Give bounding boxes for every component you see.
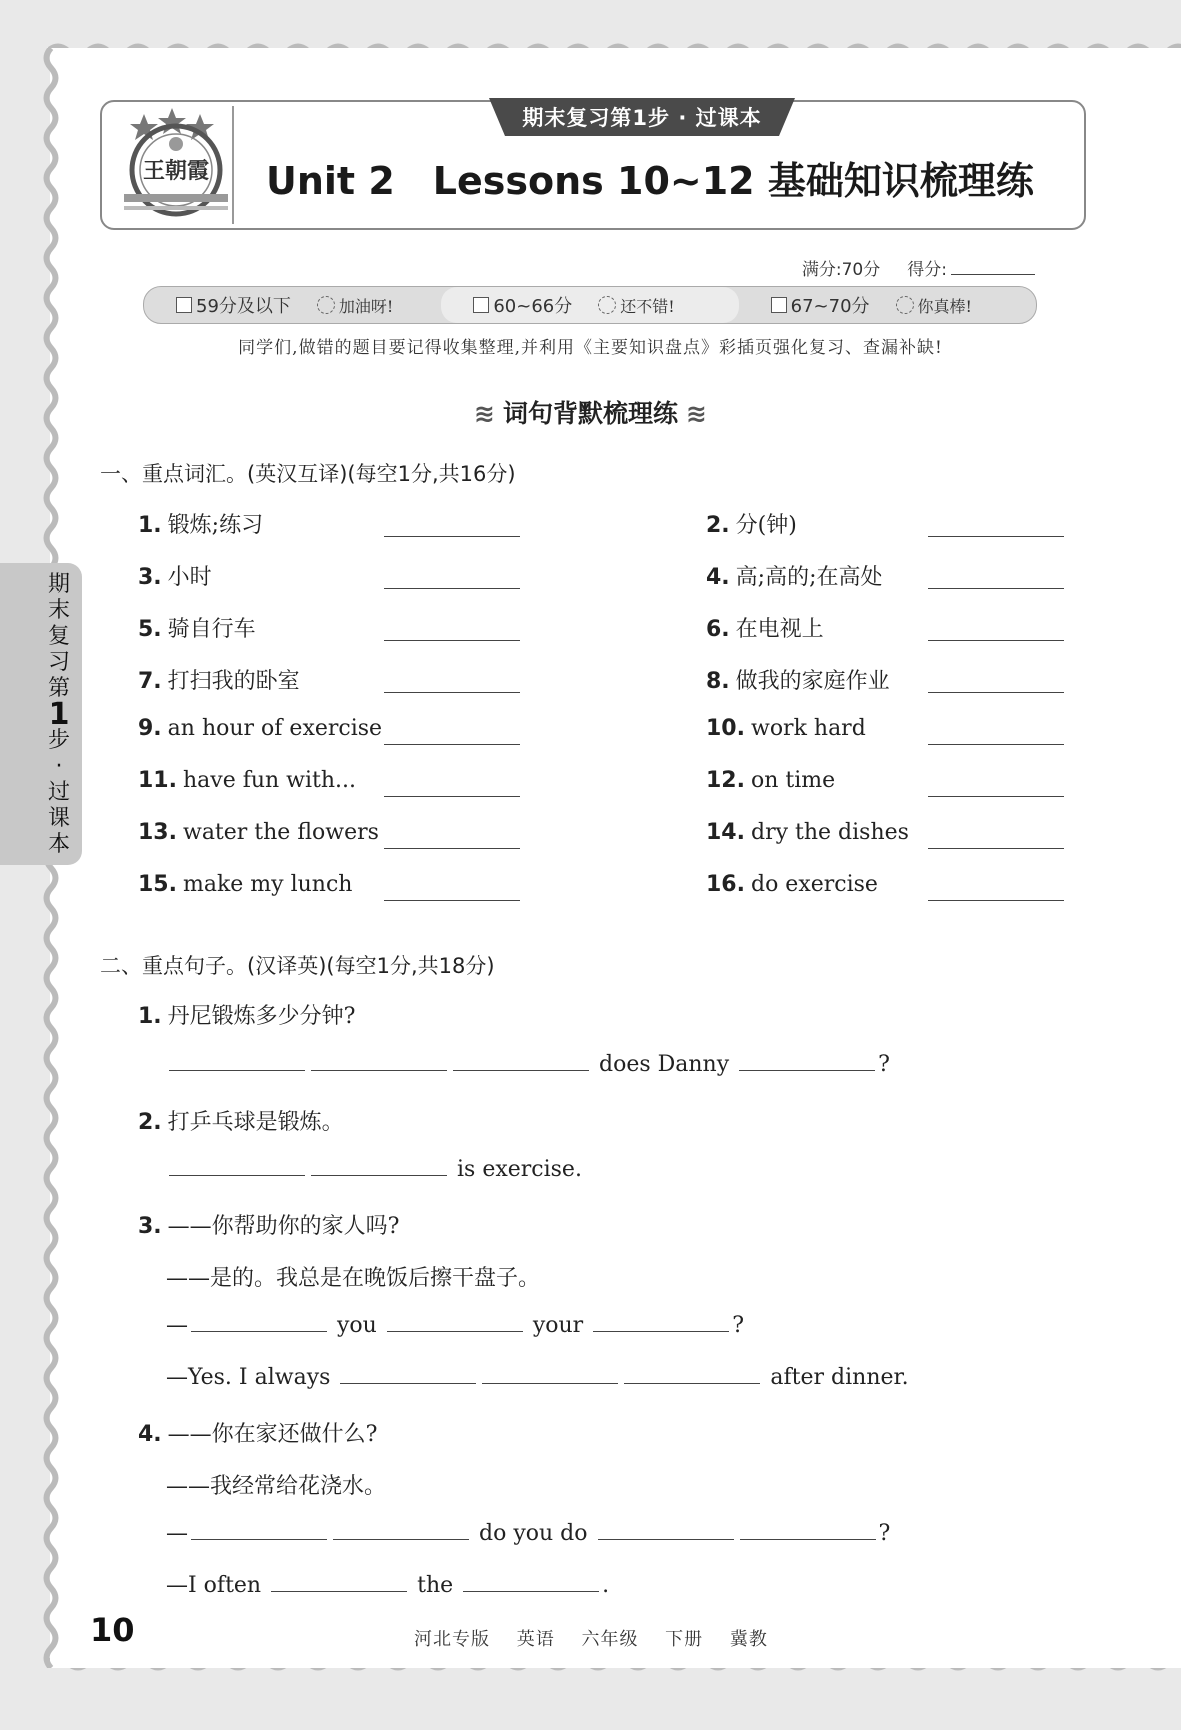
smiley-icon [598, 296, 616, 314]
vocab-item: 15. make my lunch [138, 872, 353, 897]
grade-range: 67~70分 [790, 296, 870, 317]
answer-blank[interactable] [598, 1521, 734, 1540]
answer-blank[interactable] [191, 1521, 327, 1540]
side-tab-number: 1 [48, 697, 70, 732]
grade-seg-mid [441, 287, 738, 323]
brand-logo [118, 108, 236, 220]
wave-decoration-icon: ≋ [686, 399, 707, 428]
vocab-answer-blank[interactable] [384, 744, 520, 745]
side-tab-char: 步 [47, 728, 70, 753]
side-tab-char: 末 [47, 598, 70, 623]
logo-divider [232, 106, 234, 224]
answer-blank[interactable] [340, 1365, 476, 1384]
side-tab-text [44, 572, 74, 858]
vocab-item: 13. water the flowers [138, 820, 379, 845]
answer-blank[interactable] [333, 1521, 469, 1540]
section-title-text: 词句背默梳理练 [502, 399, 678, 428]
part2-heading: 二、重点句子。(汉译英)(每空1分,共18分) [100, 954, 495, 978]
side-tab-char: 课 [47, 806, 70, 831]
vocab-answer-blank[interactable] [928, 692, 1064, 693]
side-tab-char: · [55, 754, 63, 779]
header-box [100, 100, 1086, 230]
smiley-icon [317, 296, 335, 314]
vocab-answer-blank[interactable] [384, 640, 520, 641]
step-banner-text [489, 98, 795, 136]
vocab-answer-blank[interactable] [928, 900, 1064, 901]
grade-cheer: 加油呀! [338, 296, 394, 316]
vocab-item: 3. 小时 [138, 565, 212, 590]
instruction-note: 同学们,做错的题目要记得收集整理,并利用《主要知识盘点》彩插页强化复习、查漏补缺! [238, 338, 943, 358]
vocab-answer-blank[interactable] [384, 588, 520, 589]
side-tab-char: 本 [47, 832, 70, 857]
vocab-answer-blank[interactable] [928, 848, 1064, 849]
side-tab-char: 第 [47, 676, 70, 701]
answer-blank[interactable] [740, 1521, 876, 1540]
got-score-label: 得分: [907, 260, 947, 280]
grade-bar [143, 286, 1037, 324]
answer-blank[interactable] [739, 1052, 875, 1071]
side-tab-char: 期 [47, 572, 70, 597]
vocab-item: 7. 打扫我的卧室 [138, 669, 300, 694]
sentence-q2-chinese: 2. 打乒乓球是锻炼。 [138, 1110, 344, 1135]
sentence-q1-chinese: 1. 丹尼锻炼多少分钟? [138, 1004, 356, 1029]
grade-checkbox-low[interactable] [176, 297, 192, 313]
vocab-answer-blank[interactable] [384, 848, 520, 849]
vocab-item: 9. an hour of exercise [138, 716, 383, 741]
sentence-q4-chinese-b: ——我经常给花浇水。 [166, 1474, 387, 1499]
answer-blank[interactable] [624, 1365, 760, 1384]
sentence-q3-answer-a: — you your ? [166, 1313, 744, 1338]
score-line [802, 255, 1035, 280]
wave-decoration-icon: ≋ [474, 399, 495, 428]
page-title [266, 150, 1034, 205]
side-tab-label-b [44, 728, 74, 858]
smiley-icon [896, 296, 914, 314]
sentence-q2-answer: is exercise. [166, 1157, 582, 1182]
title-unit: Unit 2 [266, 159, 395, 203]
answer-blank[interactable] [453, 1052, 589, 1071]
sentence-q4-chinese-a: 4. ——你在家还做什么? [138, 1422, 378, 1447]
side-tab-label-a [44, 572, 74, 702]
vocab-item: 1. 锻炼;练习 [138, 513, 264, 538]
vocab-answer-blank[interactable] [384, 536, 520, 537]
grade-cheer: 你真棒! [917, 296, 972, 316]
sentence-q1-answer: does Danny ? [166, 1052, 890, 1077]
grade-cheer: 还不错! [620, 296, 675, 316]
vocab-item: 2. 分(钟) [706, 513, 797, 538]
sentence-q3-chinese-b: ——是的。我总是在晚饭后擦干盘子。 [166, 1266, 541, 1291]
part1-heading: 一、重点词汇。(英汉互译)(每空1分,共16分) [100, 462, 516, 486]
side-tab-char: 复 [47, 624, 70, 649]
vocab-item: 16. do exercise [706, 872, 878, 897]
vocab-item: 8. 做我的家庭作业 [706, 669, 890, 694]
grade-checkbox-mid[interactable] [473, 297, 489, 313]
vocab-answer-blank[interactable] [928, 536, 1064, 537]
vocab-item: 12. on time [706, 768, 836, 793]
answer-blank[interactable] [593, 1313, 729, 1332]
vocab-answer-blank[interactable] [928, 640, 1064, 641]
grade-range: 59分及以下 [196, 296, 291, 317]
vocab-answer-blank[interactable] [384, 796, 520, 797]
full-score: 满分:70分 [801, 260, 881, 280]
vocab-answer-blank[interactable] [384, 900, 520, 901]
answer-blank[interactable] [191, 1313, 327, 1332]
sentence-q4-answer-b: —I often the . [166, 1573, 610, 1598]
vocab-item: 4. 高;高的;在高处 [706, 565, 883, 590]
page-number: 10 [90, 1611, 135, 1649]
answer-blank[interactable] [311, 1157, 447, 1176]
answer-blank[interactable] [169, 1157, 305, 1176]
answer-blank[interactable] [482, 1365, 618, 1384]
vocab-item: 5. 骑自行车 [138, 617, 256, 642]
vocab-answer-blank[interactable] [928, 796, 1064, 797]
grade-seg-high [739, 287, 1036, 323]
vocab-item: 14. dry the dishes [706, 820, 909, 845]
score-blank[interactable] [951, 274, 1035, 275]
side-tab-char: 过 [47, 780, 70, 805]
side-tab-char: 习 [47, 650, 70, 675]
section-title [0, 394, 1181, 430]
svg-text:王朝霞: 王朝霞 [142, 158, 210, 184]
sentence-q3-answer-b: —Yes. I always after dinner. [166, 1365, 909, 1390]
vocab-item: 10. work hard [706, 716, 866, 741]
answer-blank[interactable] [311, 1052, 447, 1071]
vocab-item: 6. 在电视上 [706, 617, 824, 642]
grade-seg-low [144, 287, 441, 323]
title-main: Lessons 10~12 基础知识梳理练 [432, 159, 1034, 203]
vocab-answer-blank[interactable] [384, 692, 520, 693]
banner-label: 期末复习第1步 · 过课本 [522, 106, 762, 130]
answer-blank[interactable] [387, 1313, 523, 1332]
grade-range: 60~66分 [493, 296, 573, 317]
sentence-q4-answer-a: — do you do ? [166, 1521, 891, 1546]
sentence-q3-chinese-a: 3. ——你帮助你的家人吗? [138, 1214, 400, 1239]
vocab-answer-blank[interactable] [928, 744, 1064, 745]
grade-checkbox-high[interactable] [771, 297, 787, 313]
answer-blank[interactable] [463, 1573, 599, 1592]
vocab-answer-blank[interactable] [928, 588, 1064, 589]
answer-blank[interactable] [271, 1573, 407, 1592]
answer-blank[interactable] [169, 1052, 305, 1071]
vocab-item: 11. have fun with... [138, 768, 357, 793]
footer-edition: 河北专版 英语 六年级 下册 冀教 [414, 1629, 768, 1650]
